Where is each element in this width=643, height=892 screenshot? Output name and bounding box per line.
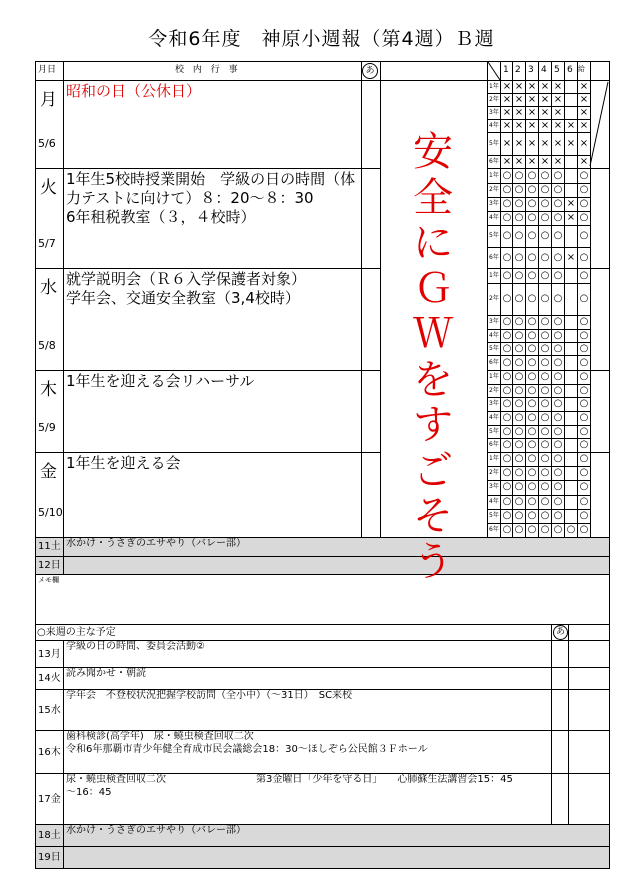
grade-cell: ○	[502, 467, 512, 479]
grade-cell: ○	[553, 169, 563, 181]
grade-label: 2年	[489, 386, 499, 394]
grade-cell: ○	[502, 184, 512, 195]
grade-cell: ○	[514, 169, 524, 181]
grade-label: 3年	[489, 483, 499, 491]
grade-cell: ○	[514, 425, 524, 437]
next-week-heading: ○来週の主な予定	[37, 627, 116, 638]
day-events-2	[66, 270, 358, 308]
grade-cell: ×	[502, 155, 512, 167]
day-name-3: 木	[40, 380, 57, 400]
grade-label: 3年	[489, 318, 499, 325]
grade-cell: ○	[514, 370, 524, 382]
day-date-4: 5/10	[38, 506, 63, 519]
grade-label: 6年	[489, 525, 499, 533]
grade-cell: ○	[566, 523, 576, 535]
period-header-2: 2	[515, 65, 521, 75]
slogan	[408, 130, 458, 585]
grade-label: 6年	[489, 441, 499, 449]
grade-cell: ○	[540, 425, 550, 437]
grade-cell: ○	[502, 356, 512, 368]
grade-cell: ○	[527, 356, 537, 368]
grade-cell: ○	[502, 370, 512, 382]
grade-cell: ○	[579, 439, 589, 451]
next-row-text-4-1: ～16：45	[66, 787, 112, 798]
day-event-1-0: 1年生5校時授業開始 学級の日の時間（体力テストに向けて）８：20～８：30	[66, 170, 356, 207]
grade-cell: ○	[540, 356, 550, 368]
grade-cell: ○	[579, 467, 589, 479]
grade-cell: ○	[527, 439, 537, 451]
grade-cell: ○	[540, 293, 550, 304]
grade-cell: ○	[579, 184, 589, 195]
next-row-label-1: 14火	[38, 673, 61, 684]
grade-cell: ×	[540, 137, 550, 149]
grade-cell: ○	[540, 342, 550, 354]
grade-cell: ○	[553, 293, 563, 304]
grade-cell: ○	[527, 269, 537, 281]
grade-label: 6年	[489, 157, 499, 165]
grade-cell: ○	[527, 329, 537, 341]
period-header-4: 4	[541, 65, 547, 75]
grade-cell: ×	[514, 106, 524, 118]
grade-cell: ○	[553, 269, 563, 281]
next-row-label-6: 19日	[38, 852, 61, 863]
header-mark: あ	[362, 63, 378, 79]
grade-label: 3年	[489, 400, 499, 408]
grade-label: 1年	[489, 372, 499, 380]
grade-cell: ×	[527, 106, 537, 118]
grade-label: 5年	[489, 139, 499, 147]
grade-cell: ×	[553, 93, 563, 105]
grade-cell: ×	[566, 198, 576, 209]
grade-label: 1年	[489, 82, 499, 90]
grade-cell: ○	[540, 329, 550, 341]
grade-cell: ○	[527, 316, 537, 327]
grade-cell: ○	[514, 411, 524, 423]
grade-label: 4年	[489, 413, 499, 421]
grade-cell: ○	[579, 425, 589, 437]
grade-cell: ×	[514, 119, 524, 131]
grade-cell: ×	[514, 80, 524, 92]
grade-cell: ○	[540, 169, 550, 181]
grade-cell: ○	[579, 453, 589, 465]
grade-cell: ○	[540, 212, 550, 223]
grade-cell: ○	[502, 329, 512, 341]
grade-cell: ○	[540, 398, 550, 410]
grade-label: 4年	[489, 497, 499, 505]
next-row-label-4: 17金	[38, 793, 61, 805]
grade-cell: ○	[540, 251, 550, 263]
grade-label: 6年	[489, 358, 499, 366]
next-row-label-0: 13月	[38, 648, 61, 660]
grade-cell: ×	[579, 155, 589, 167]
grade-cell: ○	[540, 269, 550, 281]
grade-cell: ×	[502, 106, 512, 118]
grade-line	[487, 225, 590, 226]
day-event-4-0: 1年生を迎える会	[66, 454, 181, 472]
grade-cell: ○	[553, 425, 563, 437]
grade-cell: ×	[553, 80, 563, 92]
day-name-1: 火	[40, 178, 57, 198]
grade-cell: ○	[579, 212, 589, 223]
grade-cell: ○	[553, 356, 563, 368]
grade-cell: ×	[540, 155, 550, 167]
grade-cell: ○	[579, 398, 589, 410]
grade-label: 5年	[489, 232, 499, 239]
grade-cell: ×	[579, 106, 589, 118]
grade-line	[487, 355, 590, 356]
grade-cell: ○	[553, 411, 563, 423]
monday-slash	[580, 80, 610, 168]
grade-cell: ○	[553, 509, 563, 521]
grade-cell: ○	[527, 169, 537, 181]
day-grid-line	[487, 268, 610, 269]
grade-cell: ○	[540, 230, 550, 241]
grade-cell: ○	[502, 342, 512, 354]
grade-cell: ○	[502, 198, 512, 209]
grade-cell: ×	[527, 80, 537, 92]
grade-cell: ○	[527, 509, 537, 521]
grade-cell: ×	[579, 119, 589, 131]
grade-cell: ○	[514, 293, 524, 304]
grade-cell: ○	[540, 370, 550, 382]
grade-cell: ○	[579, 169, 589, 181]
grade-label: 2年	[489, 95, 499, 103]
next-row-text-2-0: 学年会 不登校状況把握学校訪問（全小中）（～31日） SC来校	[66, 690, 353, 701]
day-event-1-1: 6年租税教室（３，４校時）	[66, 208, 256, 226]
grade-cell: ○	[527, 523, 537, 535]
next-row-label-2: 15水	[38, 704, 61, 716]
day-date-1: 5/7	[38, 237, 56, 250]
grade-label: 3年	[489, 108, 499, 116]
slogan-char-3: Ｇ	[413, 265, 453, 312]
header-slash	[487, 61, 501, 81]
grade-cell: ○	[514, 398, 524, 410]
grade-cell: ○	[514, 342, 524, 354]
day-date-2: 5/8	[38, 339, 56, 352]
grade-cell: ×	[502, 137, 512, 149]
day-name-4: 金	[40, 462, 57, 482]
slogan-char-5: を	[413, 356, 453, 403]
weekend-label-0: 11土	[38, 541, 61, 552]
grade-cell: ○	[527, 342, 537, 354]
grade-cell: ○	[514, 467, 524, 479]
grade-label: 5年	[489, 427, 499, 435]
day-name-0: 月	[40, 90, 57, 110]
grade-line	[487, 247, 590, 248]
grade-cell: ○	[514, 184, 524, 195]
grade-cell: ○	[514, 509, 524, 521]
grade-cell: ○	[540, 467, 550, 479]
grade-cell: ×	[566, 251, 576, 263]
grade-cell: ○	[540, 523, 550, 535]
next-row-label-5: 18土	[38, 830, 61, 841]
next-row-text-5-0: 水かけ・うさぎのエサやり（バレー部）	[66, 825, 246, 836]
grade-cell: ○	[579, 329, 589, 341]
next-row-text-3-1: 令和6年那覇市青少年健全育成市民会議総会18：30～ほしぞら公民館３Ｆホール	[66, 744, 428, 755]
weekend-label-1: 12日	[38, 560, 61, 571]
grade-cell: ○	[553, 370, 563, 382]
grade-cell: ×	[553, 137, 563, 149]
grade-cell: ○	[527, 425, 537, 437]
grade-cell: ○	[502, 523, 512, 535]
grade-cell: ○	[502, 495, 512, 507]
grade-cell: ○	[540, 481, 550, 493]
grade-cell: ×	[527, 93, 537, 105]
grade-cell: ○	[553, 316, 563, 327]
day-date-0: 5/6	[38, 137, 56, 150]
grade-label: 2年	[489, 186, 499, 193]
grade-cell: ○	[579, 230, 589, 241]
grade-cell: ○	[553, 467, 563, 479]
memo-label: メモ欄	[38, 576, 59, 584]
weekend-text-0: 水かけ・うさぎのエサやり（バレー部）	[66, 538, 246, 549]
grade-cell: ×	[527, 155, 537, 167]
grade-cell: ○	[527, 481, 537, 493]
grade-cell: ○	[514, 495, 524, 507]
next-row-text-1-0: 読み聞かせ・朝読	[66, 668, 146, 679]
grade-cell: ○	[579, 481, 589, 493]
grade-cell: ○	[540, 453, 550, 465]
day-grid-line	[487, 168, 610, 169]
grade-cell: ○	[527, 212, 537, 223]
grade-cell: ○	[579, 356, 589, 368]
grade-cell: ×	[540, 80, 550, 92]
grade-cell: ○	[502, 251, 512, 263]
grade-cell: ×	[527, 137, 537, 149]
slogan-char-4: Ｗ	[413, 311, 453, 357]
grade-cell: ×	[540, 93, 550, 105]
slogan-char-0: 安	[413, 129, 453, 175]
grade-cell: ○	[553, 342, 563, 354]
slogan-char-6: す	[413, 402, 453, 448]
grade-cell: ○	[579, 198, 589, 209]
next-row-text-4-0: 尿・蟯虫検査回収二次 第3金曜日「少年を守る日」 心肺蘇生法講習会15：45	[66, 774, 513, 785]
grade-cell: ○	[579, 495, 589, 507]
period-header-1: 1	[503, 65, 509, 75]
grade-cell: ×	[502, 93, 512, 105]
grade-line	[487, 283, 590, 284]
grade-cell: ○	[502, 212, 512, 223]
grade-cell: ○	[502, 481, 512, 493]
day-event-2-1: 学年会、交通安全教室（3,4校時）	[66, 289, 300, 307]
grade-cell: ×	[553, 155, 563, 167]
grade-cell: ×	[566, 119, 576, 131]
slogan-char-8: そ	[413, 493, 453, 539]
grade-cell: ○	[540, 198, 550, 209]
grade-cell: ○	[540, 411, 550, 423]
grade-cell: ○	[579, 370, 589, 382]
grade-cell: ○	[527, 384, 537, 396]
grade-cell: ○	[514, 384, 524, 396]
grade-cell: ○	[527, 293, 537, 304]
day-events-1	[66, 170, 358, 227]
day-grid-line	[487, 452, 610, 453]
grade-cell: ○	[527, 198, 537, 209]
day-date-3: 5/9	[38, 421, 56, 434]
grade-cell: ○	[514, 453, 524, 465]
grade-cell: ×	[514, 93, 524, 105]
period-header-5: 5	[554, 65, 560, 75]
grade-cell: ○	[514, 316, 524, 327]
grade-cell: ○	[553, 481, 563, 493]
slogan-char-7: ご	[413, 447, 453, 494]
grade-cell: ○	[514, 212, 524, 223]
grade-label: 5年	[489, 344, 499, 352]
grade-cell: ○	[527, 370, 537, 382]
grade-cell: ○	[579, 523, 589, 535]
grade-cell: ○	[579, 293, 589, 304]
grade-cell: ○	[553, 251, 563, 263]
grade-cell: ○	[579, 342, 589, 354]
grade-cell: ○	[502, 169, 512, 181]
grade-cell: ○	[514, 356, 524, 368]
grade-cell: ○	[527, 467, 537, 479]
grade-cell: ○	[514, 251, 524, 263]
grade-cell: ×	[553, 106, 563, 118]
next-row-text-3-0: 歯科検診(高学年) 尿・蟯虫検査回収二次	[66, 731, 254, 742]
grade-cell: ×	[540, 119, 550, 131]
grade-cell: ○	[502, 398, 512, 410]
grade-cell: ○	[540, 316, 550, 327]
grade-cell: ○	[514, 198, 524, 209]
grade-cell: ○	[502, 425, 512, 437]
grade-cell: ○	[502, 269, 512, 281]
grade-label: 1年	[489, 455, 499, 463]
grade-cell: ○	[527, 398, 537, 410]
grade-cell: ○	[579, 316, 589, 327]
grade-cell: ×	[514, 137, 524, 149]
day-event-3-0: 1年生を迎える会リハーサル	[66, 372, 255, 390]
grade-label: 2年	[489, 295, 499, 302]
grade-cell: ○	[540, 509, 550, 521]
grade-cell: ○	[514, 230, 524, 241]
grade-cell: ×	[579, 80, 589, 92]
grade-cell: ×	[540, 106, 550, 118]
grade-cell: ○	[527, 184, 537, 195]
grade-cell: ○	[553, 329, 563, 341]
next-week-mark: あ	[553, 625, 568, 640]
grade-cell: ○	[553, 453, 563, 465]
slogan-char-1: 全	[413, 174, 453, 221]
grade-cell: ○	[553, 184, 563, 195]
grade-cell: ○	[579, 251, 589, 263]
grade-cell: ○	[527, 230, 537, 241]
day-events-4	[66, 454, 358, 473]
grade-cell: ○	[502, 439, 512, 451]
grade-cell: ○	[553, 384, 563, 396]
grade-cell: ○	[527, 251, 537, 263]
grade-cell: ○	[514, 439, 524, 451]
grade-cell: ○	[553, 212, 563, 223]
grade-cell: ○	[502, 316, 512, 327]
grade-cell: ×	[502, 119, 512, 131]
grade-cell: ○	[553, 523, 563, 535]
grade-cell: ×	[566, 137, 576, 149]
day-events-3	[66, 372, 358, 391]
day-grid-line	[487, 370, 610, 371]
grade-cell: ○	[502, 509, 512, 521]
header-events: 校 内 行 事	[175, 65, 241, 75]
grade-cell: ○	[540, 384, 550, 396]
grade-label: 1年	[489, 271, 499, 279]
day-events-0	[66, 82, 358, 101]
grade-cell: ○	[514, 481, 524, 493]
grade-cell: ○	[502, 293, 512, 304]
grade-cell: ×	[514, 155, 524, 167]
grade-cell: ○	[553, 439, 563, 451]
grade-cell: ○	[514, 329, 524, 341]
grade-cell: ○	[527, 495, 537, 507]
grade-cell: ○	[553, 230, 563, 241]
grade-label: 3年	[489, 200, 499, 207]
grade-cell: ○	[502, 384, 512, 396]
grade-cell: ○	[553, 495, 563, 507]
day-name-2: 水	[40, 278, 57, 298]
grade-cell: ×	[579, 93, 589, 105]
grade-cell: ×	[579, 137, 589, 149]
next-row-text-0-0: 学級の日の時間、委員会活動②	[66, 641, 205, 652]
grade-cell: ○	[579, 269, 589, 281]
period-header-6: 6	[567, 65, 573, 75]
next-row-label-3: 16木	[38, 746, 61, 758]
grade-label: 6年	[489, 253, 499, 261]
grade-label: 2年	[489, 469, 499, 477]
day-event-0-0: 昭和の日（公休日）	[66, 82, 202, 100]
grade-label: 4年	[489, 121, 499, 129]
grade-label: 4年	[489, 214, 499, 221]
day-event-2-0: 就学説明会（Ｒ６入学保護者対象）	[66, 270, 307, 288]
grade-cell: ○	[514, 269, 524, 281]
grade-cell: ○	[553, 198, 563, 209]
grade-cell: ○	[540, 184, 550, 195]
grade-cell: ○	[540, 495, 550, 507]
grade-cell: ○	[579, 411, 589, 423]
grade-cell: ○	[579, 509, 589, 521]
slogan-char-9: う	[413, 538, 453, 585]
grade-cell: ○	[514, 523, 524, 535]
grade-label: 5年	[489, 511, 499, 519]
grade-cell: ○	[502, 453, 512, 465]
grade-cell: ×	[566, 212, 576, 223]
grade-cell: ○	[540, 439, 550, 451]
period-header-7: 給	[578, 65, 585, 73]
grade-cell: ×	[553, 119, 563, 131]
grade-cell: ○	[502, 411, 512, 423]
grade-label: 1年	[489, 171, 499, 179]
grade-cell: ○	[579, 384, 589, 396]
header-date: 月日	[38, 65, 57, 75]
grade-cell: ○	[553, 398, 563, 410]
next-row-line	[35, 846, 610, 847]
grade-cell: ○	[502, 230, 512, 241]
page-title: 令和6年度 神原小週報（第4週）Ｂ週	[148, 28, 495, 50]
grade-cell: ×	[527, 119, 537, 131]
grade-label: 4年	[489, 331, 499, 339]
grade-cell: ○	[527, 453, 537, 465]
period-header-3: 3	[528, 65, 534, 75]
grade-cell: ×	[502, 80, 512, 92]
grade-line	[487, 132, 590, 133]
slogan-char-2: に	[413, 220, 453, 266]
grade-cell: ○	[527, 411, 537, 423]
